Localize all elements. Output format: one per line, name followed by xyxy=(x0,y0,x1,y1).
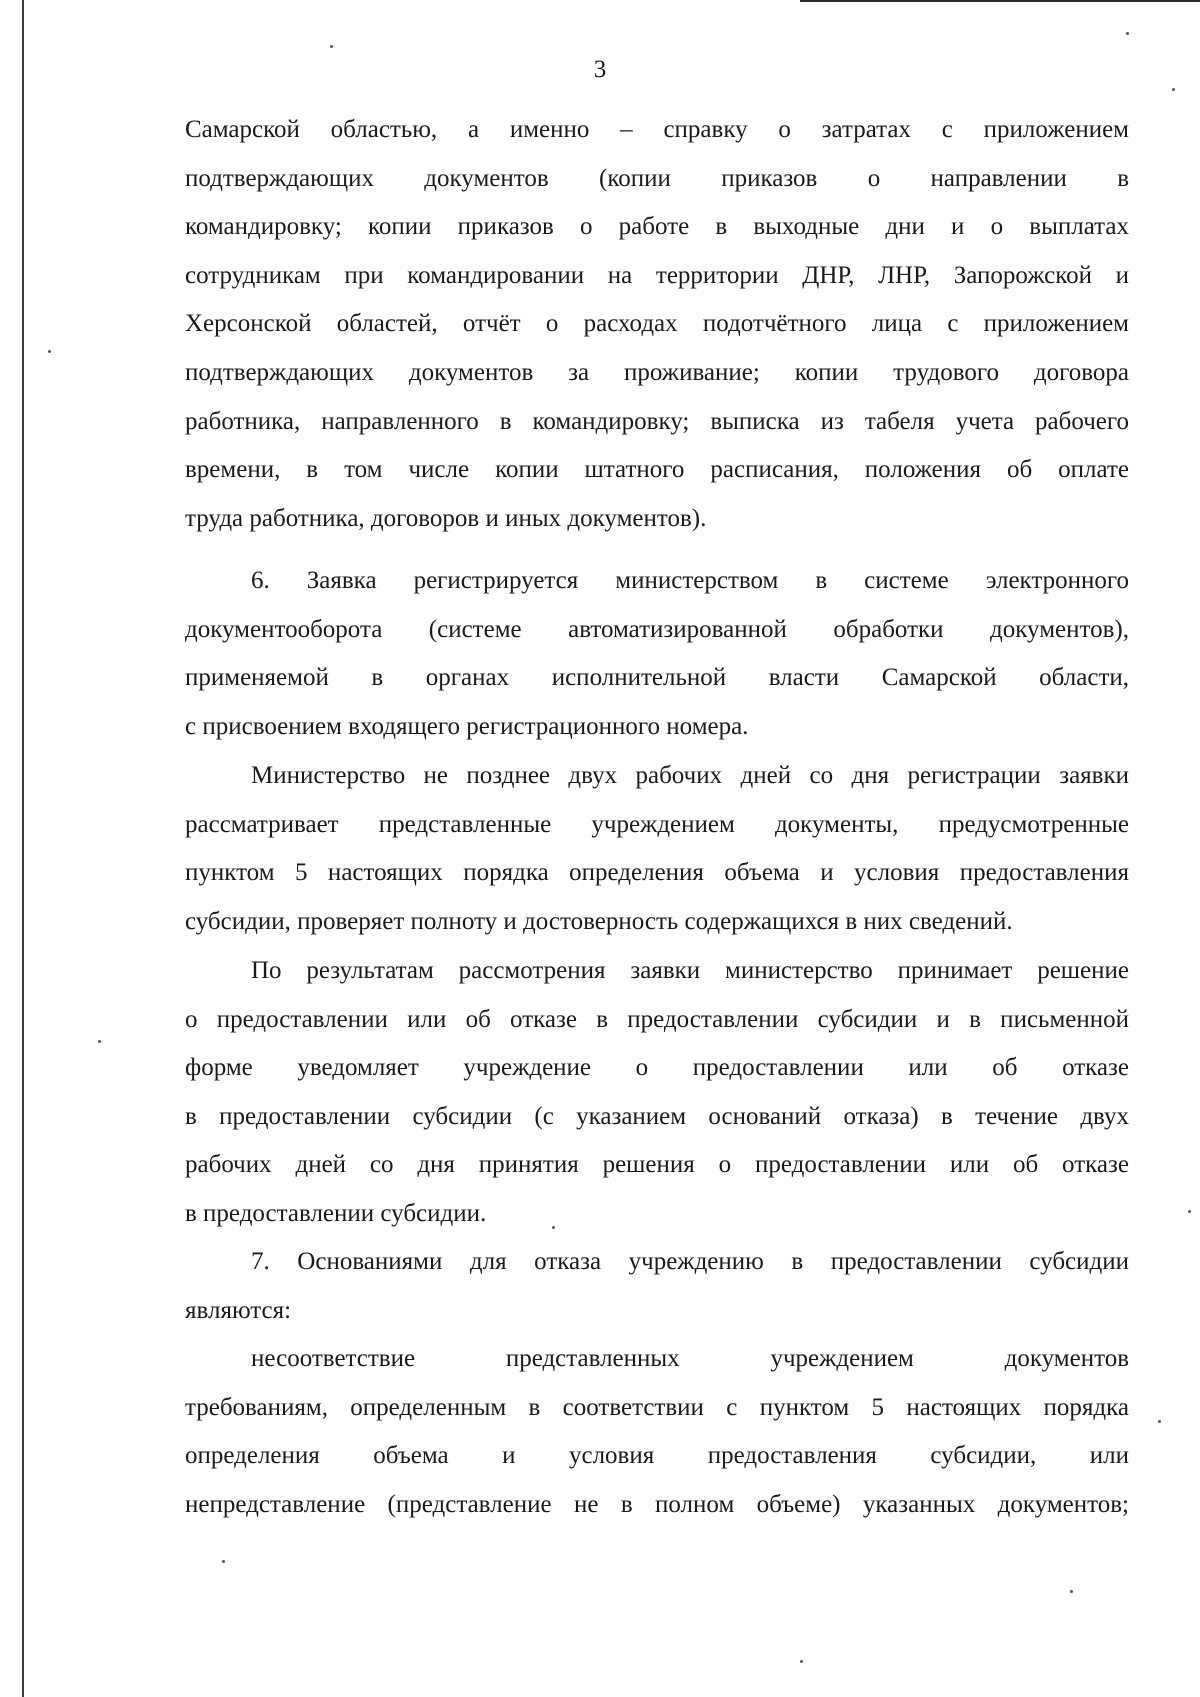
text-line: несоответствие представленных учреждением документов xyxy=(251,1345,1129,1372)
text-line: форме уведомляет учреждение о предоставлении или об отказе xyxy=(185,1054,1129,1082)
scan-speck xyxy=(1158,1420,1161,1423)
text-line: определения объема и условия предоставления субсидии, или xyxy=(185,1442,1129,1470)
paragraph-item-6 xyxy=(185,557,1129,751)
text-line: пунктом 5 настоящих порядка определения объема и условия предоставления xyxy=(185,859,1129,887)
text-line: 6. Заявка регистрируется министерством в системе электронного xyxy=(251,567,1129,594)
text-line: требованиям, определенным в соответствии с пунктом 5 настоящих порядка xyxy=(185,1393,1129,1421)
scan-speck xyxy=(48,350,51,353)
text-line: с присвоением входящего регистрационного номера. xyxy=(185,712,749,740)
text-line: в предоставлении субсидии (с указанием оснований отказа) в течение двух xyxy=(185,1102,1129,1130)
text-line: субсидии, проверяет полноту и достоверность содержащихся в них сведений. xyxy=(185,907,1013,935)
text-line: документооборота (системе автоматизированной обработки документов), xyxy=(185,615,1129,643)
scan-speck xyxy=(1070,1590,1073,1593)
paragraph-ministry-review xyxy=(185,752,1129,946)
text-line: подтверждающих документов за проживание; копии трудового договора xyxy=(185,358,1129,386)
paragraph-nonconformity xyxy=(185,1335,1129,1529)
text-line: непредставление (представление не в полном объеме) указанных документов; xyxy=(185,1490,1129,1518)
scan-speck xyxy=(222,1560,225,1563)
scan-speck xyxy=(1172,88,1175,91)
scan-speck xyxy=(552,1226,555,1229)
page-number: 3 xyxy=(593,56,607,83)
text-line: Самарской областью, а именно – справку о затратах с приложением xyxy=(185,116,1129,143)
scan-speck xyxy=(330,45,333,48)
text-line: являются: xyxy=(185,1296,292,1324)
scan-speck xyxy=(800,1660,803,1663)
paragraph-decision xyxy=(185,947,1129,1239)
text-line: подтверждающих документов (копии приказов о направлении в xyxy=(185,164,1129,192)
text-line: применяемой в органах исполнительной власти Самарской области, xyxy=(185,664,1129,692)
text-line: труда работника, договоров и иных документов). xyxy=(185,504,707,532)
text-line: 7. Основаниями для отказа учреждению в предоставлении субсидии xyxy=(251,1248,1129,1275)
scan-speck xyxy=(1126,32,1129,35)
text-line: Министерство не позднее двух рабочих дней со дня регистрации заявки xyxy=(251,762,1129,789)
text-line: Херсонской областей, отчёт о расходах подотчётного лица с приложением xyxy=(185,310,1129,338)
scan-speck xyxy=(1188,1210,1191,1213)
scan-speck xyxy=(98,1040,101,1043)
text-line: рассматривает представленные учреждением документы, предусмотренные xyxy=(185,810,1129,838)
text-line: рабочих дней со дня принятия решения о предоставлении или об отказе xyxy=(185,1151,1129,1179)
text-line: о предоставлении или об отказе в предоставлении субсидии и в письменной xyxy=(185,1005,1129,1033)
paragraph-item-7 xyxy=(185,1238,1129,1335)
text-line: времени, в том числе копии штатного расписания, положения об оплате xyxy=(185,456,1129,484)
scan-top-edge xyxy=(800,0,1200,2)
text-line: командировку; копии приказов о работе в выходные дни и о выплатах xyxy=(185,213,1129,241)
paragraph-continuation xyxy=(185,106,1129,543)
text-line: в предоставлении субсидии. xyxy=(185,1199,487,1227)
scan-left-edge xyxy=(22,0,24,1697)
text-line: работника, направленного в командировку; выписка из табеля учета рабочего xyxy=(185,407,1129,435)
text-line: По результатам рассмотрения заявки министерство принимает решение xyxy=(251,957,1129,984)
text-line: сотрудникам при командировании на территории ДНР, ЛНР, Запорожской и xyxy=(185,261,1129,289)
